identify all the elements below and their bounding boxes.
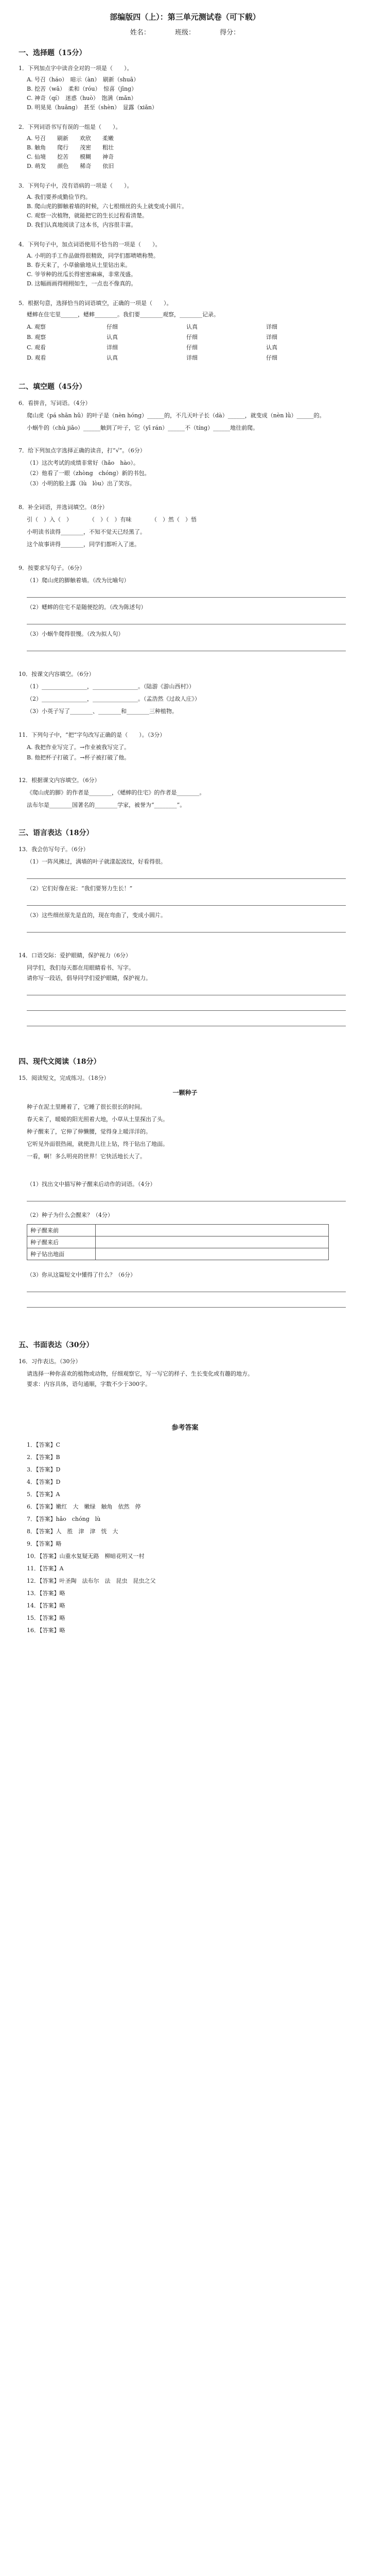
option: A. 我们要养成勤俭节约。 bbox=[27, 194, 91, 200]
question-stem: 16．习作表达。（30分） bbox=[19, 1358, 81, 1365]
article-paragraph: 种子在泥土里睡着了，它睡了很长很长的时间。 bbox=[27, 1104, 146, 1110]
question-stem: 8．补全词语，并选词填空。（8分） bbox=[19, 504, 108, 511]
question-stem: 6．看拼音，写词语。（4分） bbox=[19, 400, 91, 406]
option-cell: 详细 bbox=[266, 324, 277, 330]
section-title: 四、现代文阅读（18分） bbox=[19, 1058, 101, 1066]
question-line: （1）这次考试的成绩非常好（hǎo hào）。 bbox=[27, 460, 139, 466]
option-row bbox=[27, 353, 346, 362]
option-row bbox=[27, 323, 346, 331]
question-sentence: 蟋蟀在住宅里______，蟋蟀________。我们要________观察，________记录。 bbox=[27, 311, 219, 318]
question-line: （3）这些细丝原先是直的，现在弯曲了，变成小圆片。 bbox=[27, 912, 166, 919]
article-title: 一颗种子 bbox=[172, 1089, 198, 1096]
question-line: （3）小英子写了________、________和________三种植物。 bbox=[27, 708, 178, 715]
table-cell[interactable] bbox=[96, 1236, 329, 1248]
answer-item: 5．【答案】A bbox=[27, 1491, 60, 1498]
option-row bbox=[27, 333, 346, 341]
answer-line[interactable] bbox=[27, 1025, 346, 1026]
option-cell: 详细 bbox=[107, 344, 118, 351]
option-cell: 仔细 bbox=[107, 324, 118, 330]
answer-item: 10．【答案】山重水复疑无路 柳暗花明又一村 bbox=[27, 1553, 145, 1560]
question-stem: 9．按要求写句子。（6分） bbox=[19, 565, 85, 571]
option: B. 爬山虎的脚触着墙的时候，六七根细丝的头上就变成小圆片。 bbox=[27, 203, 188, 210]
option: A. 我把作业写完了。→作业被我写完了。 bbox=[27, 744, 130, 751]
question-line: 请你写一段话，倡导同学们爱护眼睛，保护视力。 bbox=[27, 975, 151, 981]
option-row bbox=[27, 343, 346, 351]
answer-line[interactable] bbox=[27, 650, 346, 651]
option-cell: 详细 bbox=[186, 354, 198, 361]
question-line: 要求：内容具体，语句通顺，字数不少于300字。 bbox=[27, 1381, 151, 1387]
question-stem: 3．下列句子中，没有语病的一项是（ ）。 bbox=[19, 182, 133, 189]
answer-line[interactable] bbox=[27, 905, 346, 906]
option: D. 明晃晃（huǎng） 甚至（shèn） 显露（xiǎn） bbox=[27, 104, 157, 111]
option-cell: C. 观看 bbox=[27, 344, 46, 351]
option-cell: 认真 bbox=[266, 344, 277, 351]
answer-line[interactable] bbox=[27, 1010, 346, 1011]
class-label: 班级： bbox=[174, 29, 195, 37]
question-line: （2）________________，________________。（孟浩然《过故人庄》） bbox=[27, 696, 200, 702]
answer-key-title: 参考答案 bbox=[171, 1424, 199, 1432]
option: B. 他把杯子打破了。→杯子被打破了他。 bbox=[27, 754, 130, 761]
option-cell: 认真 bbox=[107, 334, 118, 341]
question-line: （2）它们好像在说：“我们要努力生长！” bbox=[27, 885, 133, 892]
question-line: 爬山虎（pá shān hǔ）的叶子是（nèn hóng）______的，不几天叶子长（dà）______，就变成（nèn lǜ）______的。 bbox=[27, 412, 325, 419]
question-line: （3）小明的脸上露（lù lòu）出了笑容。 bbox=[27, 480, 135, 487]
question-line: 同学们，我们每天都在用眼睛看书、写字。 bbox=[27, 964, 134, 971]
answer-line[interactable] bbox=[27, 878, 346, 879]
section-title: 一、选择题（15分） bbox=[19, 49, 86, 57]
option-cell: 认真 bbox=[186, 324, 198, 330]
answer-item: 1．【答案】C bbox=[27, 1442, 60, 1448]
question-stem: 12．根据课文内容填空。（6分） bbox=[19, 777, 100, 784]
question-stem: 4．下列句子中，加点词语使用不恰当的一项是（ ）。 bbox=[19, 241, 161, 248]
option-cell: D. 观看 bbox=[27, 354, 46, 361]
answer-item: 3．【答案】D bbox=[27, 1466, 61, 1473]
answer-item: 12．【答案】叶圣陶 法布尔 法 昆虫 昆虫之父 bbox=[27, 1578, 156, 1584]
article-paragraph: 春天来了，暖暖的阳光照着大地，小草从土里探出了头。 bbox=[27, 1116, 168, 1123]
option: B. 触角 爬行 茂密 粗壮 bbox=[27, 144, 114, 151]
section-title: 五、书面表达（30分） bbox=[19, 1341, 94, 1349]
score-label: 得分： bbox=[220, 29, 240, 37]
question-stem: 2．下列词语书写有误的一组是（ ）。 bbox=[19, 124, 121, 130]
question-line: 小明读书读得________，不知不觉天已经黑了。 bbox=[27, 529, 146, 535]
option-cell: 详细 bbox=[266, 334, 277, 341]
question-line: 小蜗牛的（chù jiǎo）______触到了叶子，它（yī rán）______不（tíng）______地往前爬。 bbox=[27, 425, 259, 431]
option: B. 春天来了，小草偷偷地从土里钻出来。 bbox=[27, 262, 131, 268]
fill-table bbox=[27, 1224, 329, 1260]
option-cell: 认真 bbox=[107, 354, 118, 361]
table-cell: 种子钻出地面 bbox=[27, 1248, 96, 1260]
question-stem: 14．口语交际：爱护眼睛，保护视力（6分） bbox=[19, 952, 131, 959]
option: A. 号召 刷新 欢欣 柔嫩 bbox=[27, 135, 114, 142]
answer-item: 6．【答案】嫩红 大 嫩绿 触角 依然 停 bbox=[27, 1503, 141, 1510]
option-cell: 仔细 bbox=[186, 334, 198, 341]
option: A. 号召（háo） 暗示（àn） 刷新（shuā） bbox=[27, 76, 139, 83]
answer-item: 2．【答案】B bbox=[27, 1454, 60, 1461]
answer-item: 13．【答案】略 bbox=[27, 1590, 65, 1597]
table-cell[interactable] bbox=[96, 1248, 329, 1260]
answer-line[interactable] bbox=[27, 1200, 346, 1201]
question-line: 请选择一种你喜欢的植物或动物，仔细观察它，写一写它的样子、生长变化或有趣的地方。 bbox=[27, 1370, 253, 1377]
option: D. 这幅画画得栩栩如生，一点也不像真的。 bbox=[27, 280, 137, 287]
option-cell: 仔细 bbox=[266, 354, 277, 361]
question-stem: 11．下列句子中，“把”字句改写正确的是（ ）。（3分） bbox=[19, 732, 166, 738]
option: D. 我们认真地阅读了这本书，内容很丰富。 bbox=[27, 222, 137, 228]
sub-question: （1）找出文中描写种子醒来后动作的词语。（4分） bbox=[27, 1181, 156, 1188]
answer-item: 15．【答案】略 bbox=[27, 1615, 65, 1621]
option: B. 挖苦（wā） 柔和（róu） 惊喜（jīng） bbox=[27, 86, 137, 92]
option: D. 萌发 颜色 稀奇 依旧 bbox=[27, 163, 114, 170]
answer-item: 9．【答案】略 bbox=[27, 1540, 62, 1547]
article-paragraph: 它听见外面很热闹，就使劲儿往上钻，终于钻出了地面。 bbox=[27, 1141, 168, 1147]
option: C. 神奇（qí） 迷惑（huò） 饱满（mǎn） bbox=[27, 95, 137, 101]
question-line: （2）蟋蟀的住宅不是随便挖的。（改为陈述句） bbox=[27, 604, 147, 611]
question-line: （1）________________，________________。（陆游《游山西村》） bbox=[27, 683, 195, 690]
section-title: 三、语言表达（18分） bbox=[19, 829, 94, 837]
answer-item: 11．【答案】A bbox=[27, 1565, 64, 1572]
article-paragraph: 种子醒来了，它伸了伸懒腰，觉得身上暖洋洋的。 bbox=[27, 1128, 151, 1135]
sub-question: （3）你从这篇短文中懂得了什么？（6分） bbox=[27, 1272, 136, 1278]
option-cell: A. 观察 bbox=[27, 324, 46, 330]
question-line: （1）爬山虎的脚触着墙。（改为比喻句） bbox=[27, 577, 130, 584]
answer-item: 7．【答案】hǎo chóng lù bbox=[27, 1516, 101, 1522]
student-info bbox=[0, 27, 370, 37]
question-line: （2）他看了一眼（zhòng chóng）新的书包。 bbox=[27, 470, 150, 477]
sub-question: （2）种子为什么会醒来？（4分） bbox=[27, 1212, 113, 1218]
answer-line[interactable] bbox=[27, 623, 346, 624]
answer-line[interactable] bbox=[27, 994, 346, 995]
option: C. 观察一次植物，就能把它的生长过程看清楚。 bbox=[27, 212, 148, 219]
answer-item: 4．【答案】D bbox=[27, 1479, 61, 1485]
table-cell[interactable] bbox=[96, 1225, 329, 1236]
section-title: 二、填空题（45分） bbox=[19, 383, 86, 391]
question-line: （3）小蜗牛爬得很慢。（改为拟人句） bbox=[27, 631, 124, 637]
answer-line[interactable] bbox=[27, 597, 346, 598]
question-stem: 10．按课文内容填空。（6分） bbox=[19, 671, 95, 677]
answer-line[interactable] bbox=[27, 1291, 346, 1292]
question-line: 引（ ）入（ ） （ ）（ ）有味 （ ）然（ ）悟 bbox=[27, 516, 197, 523]
question-line: 这个故事讲得________，同学们都听入了迷。 bbox=[27, 541, 140, 548]
table-cell: 种子醒来前 bbox=[27, 1225, 96, 1236]
article-paragraph: 一看，啊！多么明亮的世界！它快活地长大了。 bbox=[27, 1153, 146, 1160]
question-line: （1）一阵风拂过，满墙的叶子就漾起波纹，好看得很。 bbox=[27, 858, 166, 865]
question-stem: 5．根据句意，选择恰当的词语填空，正确的一项是（ ）。 bbox=[19, 300, 172, 307]
option-cell: B. 观察 bbox=[27, 334, 46, 341]
answer-item: 8．【答案】人 胜 津 津 恍 大 bbox=[27, 1528, 118, 1535]
table-cell: 种子醒来后 bbox=[27, 1236, 96, 1248]
question-line: 法布尔是________国著名的________学家，被誉为“________”。 bbox=[27, 802, 186, 808]
question-line: 《爬山虎的脚》的作者是________，《蟋蟀的住宅》的作者是________。 bbox=[27, 789, 205, 796]
option: C. 仙境 挖苦 模糊 神奇 bbox=[27, 154, 114, 160]
question-stem: 7．给下列加点字选择正确的读音，打“√”。（6分） bbox=[19, 447, 146, 454]
question-stem: 15．阅读短文，完成练习。（18分） bbox=[19, 1075, 110, 1081]
paper-title: 部编版四（上）：第三单元测试卷（可下载） bbox=[110, 12, 260, 22]
answer-item: 14．【答案】略 bbox=[27, 1602, 65, 1609]
name-label: 姓名： bbox=[130, 29, 150, 37]
answer-line[interactable] bbox=[27, 931, 346, 933]
answer-item: 16．【答案】略 bbox=[27, 1627, 65, 1634]
question-stem: 1．下列加点字中读音全对的一项是（ ）。 bbox=[19, 65, 133, 72]
option: C. 爷爷种的丝瓜长得密密麻麻，非常茂盛。 bbox=[27, 271, 137, 278]
option-cell: 仔细 bbox=[186, 344, 198, 351]
question-stem: 13．我会仿写句子。（6分） bbox=[19, 846, 89, 853]
option: A. 小明的手工作品做得很精致，同学们都啧啧称赞。 bbox=[27, 252, 159, 259]
answer-line[interactable] bbox=[27, 1307, 346, 1308]
